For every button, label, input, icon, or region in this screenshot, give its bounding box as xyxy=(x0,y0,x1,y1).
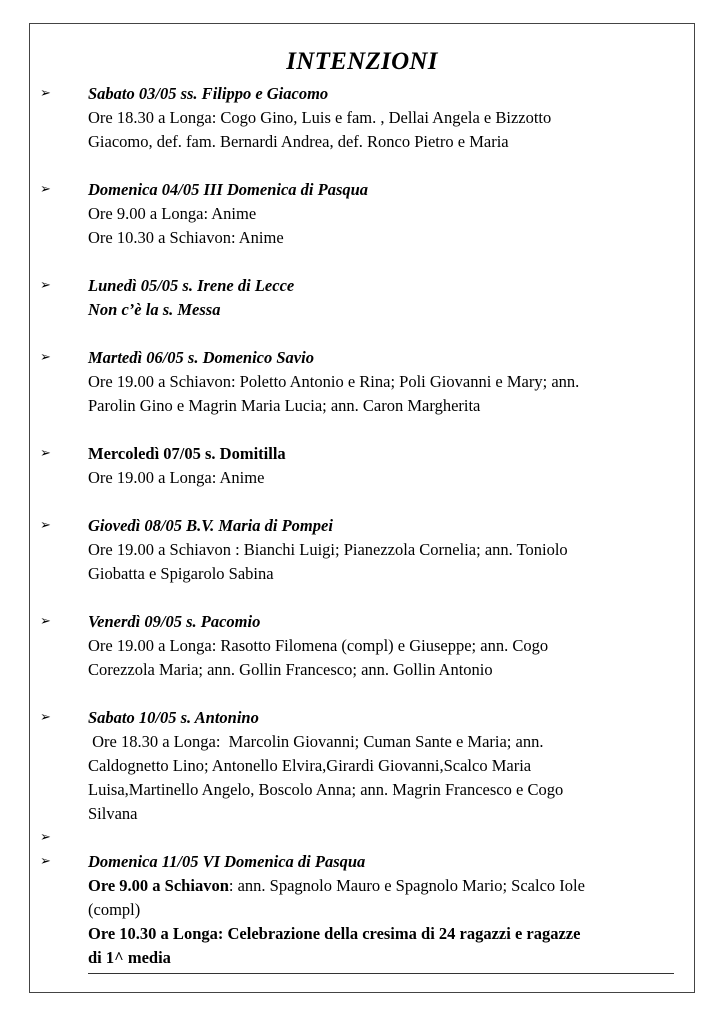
arrow-bullet-icon: ➢ xyxy=(40,182,51,197)
mass-intentions: : ann. Spagnolo Mauro e Spagnolo Mario; Scalco Iole xyxy=(228,876,585,895)
entry-line: di 1^ media xyxy=(88,948,171,967)
arrow-bullet-icon: ➢ xyxy=(40,278,51,293)
entry-line: Ore 19.00 a Longa: Rasotto Filomena (compl) e Giuseppe; ann. Cogo xyxy=(88,636,549,655)
entry-heading: Mercoledì 07/05 s. Domitilla xyxy=(88,444,286,463)
entry-line: Luisa,Martinello Angelo, Boscolo Anna; ann. Magrin Francesco e Cogo xyxy=(88,780,564,799)
entry-line: Ore 9.00 a Longa: Anime xyxy=(88,204,257,223)
entry-heading: Giovedì 08/05 B.V. Maria di Pompei xyxy=(88,516,333,535)
entry-line: Ore 18.30 a Longa: Marcolin Giovanni; Cuman Sante e Maria; ann. xyxy=(88,732,544,751)
entry-line: (compl) xyxy=(88,900,141,919)
arrow-bullet-icon: ➢ xyxy=(40,350,51,365)
entry-line: Parolin Gino e Magrin Maria Lucia; ann. Caron Margherita xyxy=(88,396,481,415)
arrow-bullet-icon: ➢ xyxy=(40,614,51,629)
intentions-list xyxy=(0,82,724,970)
page-title: INTENZIONI xyxy=(286,48,438,75)
entry-line: Ore 18.30 a Longa: Cogo Gino, Luis e fam. , Dellai Angela e Bizzotto xyxy=(88,108,552,127)
list-item xyxy=(0,514,724,586)
entry-line: Giacomo, def. fam. Bernardi Andrea, def. Ronco Pietro e Maria xyxy=(88,132,509,151)
list-item xyxy=(0,82,724,154)
entry-line xyxy=(88,922,674,946)
arrow-bullet-icon: ➢ xyxy=(40,86,51,101)
list-item xyxy=(0,610,724,682)
arrow-bullet-icon: ➢ xyxy=(40,446,51,461)
entry-heading: Domenica 04/05 III Domenica di Pasqua xyxy=(88,180,369,199)
list-item xyxy=(0,442,724,490)
entry-note: Non c’è la s. Messa xyxy=(88,300,221,319)
list-item xyxy=(0,706,724,826)
empty-list-item xyxy=(0,826,724,850)
mass-time-place: Ore 10.30 a Longa xyxy=(88,924,218,943)
entry-line: Silvana xyxy=(88,804,138,823)
mass-time-place: Ore 9.00 a Schiavon xyxy=(88,876,229,895)
arrow-bullet-icon: ➢ xyxy=(40,854,51,869)
entry-heading: Sabato 03/05 ss. Filippo e Giacomo xyxy=(88,84,329,103)
entry-line: Ore 19.00 a Schiavon: Poletto Antonio e Rina; Poli Giovanni e Mary; ann. xyxy=(88,372,580,391)
list-item xyxy=(0,850,724,970)
entry-heading: Sabato 10/05 s. Antonino xyxy=(88,708,259,727)
arrow-bullet-icon: ➢ xyxy=(40,710,51,725)
entry-line: Giobatta e Spigarolo Sabina xyxy=(88,564,274,583)
arrow-bullet-icon: ➢ xyxy=(40,830,51,845)
entry-heading: Lunedì 05/05 s. Irene di Lecce xyxy=(88,276,295,295)
entry-line: Ore 19.00 a Longa: Anime xyxy=(88,468,265,487)
entry-heading: Domenica 11/05 VI Domenica di Pasqua xyxy=(88,852,366,871)
entry-line: Ore 19.00 a Schiavon : Bianchi Luigi; Pianezzola Cornelia; ann. Toniolo xyxy=(88,540,568,559)
bottom-divider xyxy=(88,973,674,974)
entry-line: Corezzola Maria; ann. Gollin Francesco; ann. Gollin Antonio xyxy=(88,660,493,679)
entry-line: Caldognetto Lino; Antonello Elvira,Girardi Giovanni,Scalco Maria xyxy=(88,756,532,775)
arrow-bullet-icon: ➢ xyxy=(40,518,51,533)
entry-line xyxy=(88,874,674,898)
list-item xyxy=(0,178,724,250)
list-item xyxy=(0,346,724,418)
entry-heading: Venerdì 09/05 s. Pacomio xyxy=(88,612,261,631)
entry-line: Ore 10.30 a Schiavon: Anime xyxy=(88,228,284,247)
mass-intentions: : Celebrazione della cresima di 24 ragazzi e ragazze xyxy=(217,924,581,943)
list-item xyxy=(0,274,724,322)
entry-heading: Martedì 06/05 s. Domenico Savio xyxy=(88,348,314,367)
